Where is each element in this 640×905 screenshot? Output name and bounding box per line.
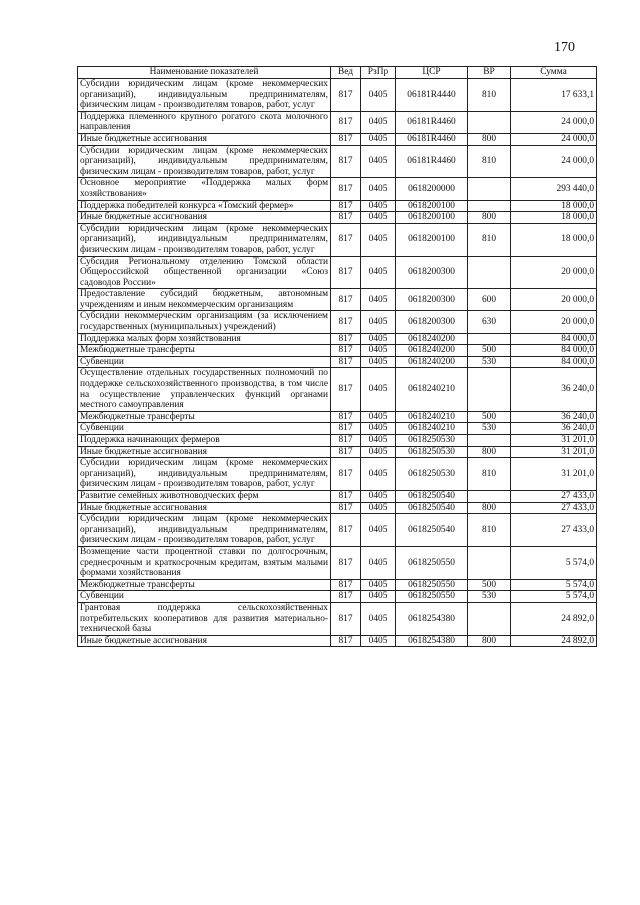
row-csr-cell: 06181R4460 — [396, 145, 468, 178]
row-ved-cell: 817 — [331, 345, 361, 357]
table-row — [78, 111, 597, 133]
table-row — [78, 223, 597, 256]
row-name-cell: Поддержка победителей конкурса «Томский фермер» — [78, 200, 331, 212]
row-rzpr-cell: 0405 — [361, 212, 396, 224]
row-ved-cell: 817 — [331, 111, 361, 133]
row-ved-cell: 817 — [331, 333, 361, 345]
row-name-cell: Субсидия Региональному отделению Томской области Общероссийской общественной организации «Союз садоводов России» — [78, 256, 331, 289]
row-sum-cell: 24 892,0 — [511, 602, 597, 635]
row-name-cell: Межбюджетные трансферты — [78, 345, 331, 357]
row-csr-cell: 0618254380 — [396, 635, 468, 647]
row-name-cell: Субсидии юридическим лицам (кроме некоммерческих организаций), индивидуальным предпринимателям, физическим лицам - производителям товаров, работ, услуг — [78, 223, 331, 256]
row-ved-cell: 817 — [331, 591, 361, 603]
table-row — [78, 145, 597, 178]
row-vr-cell: 500 — [468, 411, 511, 423]
row-sum-cell: 24 000,0 — [511, 133, 597, 145]
row-ved-cell: 817 — [331, 368, 361, 411]
table-row — [78, 256, 597, 289]
row-csr-cell: 0618200100 — [396, 223, 468, 256]
row-ved-cell: 817 — [331, 200, 361, 212]
row-name-cell: Предоставление субсидий бюджетным, автономным учреждениям и иным некоммерческим организациям — [78, 289, 331, 311]
row-rzpr-cell: 0405 — [361, 356, 396, 368]
row-rzpr-cell: 0405 — [361, 79, 396, 112]
table-row — [78, 579, 597, 591]
row-csr-cell: 0618250540 — [396, 490, 468, 502]
table-row — [78, 289, 597, 311]
header-sum: Сумма — [511, 67, 597, 79]
row-ved-cell: 817 — [331, 289, 361, 311]
row-sum-cell: 27 433,0 — [511, 502, 597, 514]
row-csr-cell: 0618240210 — [396, 368, 468, 411]
row-name-cell: Субсидии юридическим лицам (кроме некоммерческих организаций), индивидуальным предпринимателям, физическим лицам - производителям товаров, работ, услуг — [78, 514, 331, 547]
row-csr-cell: 0618254380 — [396, 602, 468, 635]
table-row — [78, 411, 597, 423]
row-name-cell: Иные бюджетные ассигнования — [78, 133, 331, 145]
table-row — [78, 133, 597, 145]
row-rzpr-cell: 0405 — [361, 591, 396, 603]
row-rzpr-cell: 0405 — [361, 514, 396, 547]
row-csr-cell: 0618240200 — [396, 356, 468, 368]
row-sum-cell: 36 240,0 — [511, 368, 597, 411]
row-csr-cell: 0618200300 — [396, 289, 468, 311]
row-csr-cell: 0618200300 — [396, 256, 468, 289]
row-name-cell: Возмещение части процентной ставки по долгосрочным, среднесрочным и краткосрочным кредитам, взятым малыми формами хозяйствования — [78, 546, 331, 579]
row-sum-cell: 27 433,0 — [511, 490, 597, 502]
row-vr-cell: 800 — [468, 635, 511, 647]
row-vr-cell: 800 — [468, 446, 511, 458]
table-row — [78, 602, 597, 635]
row-vr-cell: 600 — [468, 289, 511, 311]
row-sum-cell: 20 000,0 — [511, 289, 597, 311]
row-vr-cell — [468, 435, 511, 447]
row-vr-cell — [468, 490, 511, 502]
row-name-cell: Развитие семейных животноводческих ферм — [78, 490, 331, 502]
row-name-cell: Грантовая поддержка сельскохозяйственных потребительских кооперативов для развития материально-технической базы — [78, 602, 331, 635]
table-row — [78, 356, 597, 368]
row-vr-cell: 530 — [468, 356, 511, 368]
row-vr-cell: 800 — [468, 212, 511, 224]
row-ved-cell: 817 — [331, 579, 361, 591]
row-vr-cell — [468, 178, 511, 200]
table-row — [78, 200, 597, 212]
row-name-cell: Субсидии юридическим лицам (кроме некоммерческих организаций), индивидуальным предпринимателям, физическим лицам - производителям товаров, работ, услуг — [78, 79, 331, 112]
row-vr-cell: 810 — [468, 458, 511, 491]
row-sum-cell: 84 000,0 — [511, 345, 597, 357]
row-rzpr-cell: 0405 — [361, 200, 396, 212]
row-vr-cell: 800 — [468, 502, 511, 514]
row-ved-cell: 817 — [331, 145, 361, 178]
row-rzpr-cell: 0405 — [361, 145, 396, 178]
row-rzpr-cell: 0405 — [361, 333, 396, 345]
row-vr-cell: 810 — [468, 79, 511, 112]
row-ved-cell: 817 — [331, 635, 361, 647]
row-name-cell: Субсидии юридическим лицам (кроме некоммерческих организаций), индивидуальным предпринимателям, физическим лицам - производителям товаров, работ, услуг — [78, 458, 331, 491]
row-name-cell: Поддержка малых форм хозяйствования — [78, 333, 331, 345]
budget-table — [77, 66, 597, 647]
row-ved-cell: 817 — [331, 514, 361, 547]
row-ved-cell: 817 — [331, 178, 361, 200]
row-ved-cell: 817 — [331, 79, 361, 112]
row-name-cell: Иные бюджетные ассигнования — [78, 502, 331, 514]
row-csr-cell: 0618200100 — [396, 200, 468, 212]
row-vr-cell — [468, 368, 511, 411]
row-name-cell: Поддержка племенного крупного рогатого скота молочного направления — [78, 111, 331, 133]
table-row — [78, 502, 597, 514]
row-sum-cell: 18 000,0 — [511, 212, 597, 224]
row-csr-cell: 0618250550 — [396, 579, 468, 591]
row-ved-cell: 817 — [331, 356, 361, 368]
row-name-cell: Осуществление отдельных государственных полномочий по поддержке сельскохозяйственного производства, в том числе на осуществление управленческих функций органами местного самоуправления — [78, 368, 331, 411]
page-number: 170 — [554, 40, 575, 55]
row-vr-cell — [468, 111, 511, 133]
header-vr: ВР — [468, 67, 511, 79]
row-sum-cell: 84 000,0 — [511, 333, 597, 345]
row-name-cell: Субвенции — [78, 423, 331, 435]
header-rzpr: РзПр — [361, 67, 396, 79]
row-sum-cell: 20 000,0 — [511, 256, 597, 289]
row-sum-cell: 18 000,0 — [511, 200, 597, 212]
row-csr-cell: 0618250550 — [396, 591, 468, 603]
row-rzpr-cell: 0405 — [361, 423, 396, 435]
row-name-cell: Межбюджетные трансферты — [78, 411, 331, 423]
table-row — [78, 435, 597, 447]
row-ved-cell: 817 — [331, 133, 361, 145]
row-sum-cell: 5 574,0 — [511, 591, 597, 603]
table-row — [78, 458, 597, 491]
row-ved-cell: 817 — [331, 411, 361, 423]
row-csr-cell: 0618250550 — [396, 546, 468, 579]
row-sum-cell: 5 574,0 — [511, 546, 597, 579]
row-vr-cell: 500 — [468, 345, 511, 357]
row-vr-cell: 810 — [468, 514, 511, 547]
row-sum-cell: 17 633,1 — [511, 79, 597, 112]
row-rzpr-cell: 0405 — [361, 411, 396, 423]
row-name-cell: Иные бюджетные ассигнования — [78, 635, 331, 647]
row-name-cell: Иные бюджетные ассигнования — [78, 212, 331, 224]
table-row — [78, 423, 597, 435]
row-ved-cell: 817 — [331, 311, 361, 333]
row-name-cell: Основное мероприятие «Поддержка малых форм хозяйствования» — [78, 178, 331, 200]
row-vr-cell — [468, 546, 511, 579]
row-ved-cell: 817 — [331, 435, 361, 447]
row-csr-cell: 0618200300 — [396, 311, 468, 333]
row-ved-cell: 817 — [331, 256, 361, 289]
row-sum-cell: 31 201,0 — [511, 446, 597, 458]
table-row — [78, 368, 597, 411]
table-row — [78, 514, 597, 547]
table-row — [78, 446, 597, 458]
row-rzpr-cell: 0405 — [361, 490, 396, 502]
table-header-row — [78, 67, 597, 79]
table-body — [78, 79, 597, 647]
row-csr-cell: 0618240200 — [396, 333, 468, 345]
row-csr-cell: 0618200000 — [396, 178, 468, 200]
row-sum-cell: 24 000,0 — [511, 145, 597, 178]
row-ved-cell: 817 — [331, 223, 361, 256]
row-rzpr-cell: 0405 — [361, 502, 396, 514]
table-row — [78, 591, 597, 603]
row-vr-cell: 530 — [468, 423, 511, 435]
row-csr-cell: 0618240210 — [396, 411, 468, 423]
row-rzpr-cell: 0405 — [361, 289, 396, 311]
header-csr: ЦСР — [396, 67, 468, 79]
row-csr-cell: 0618240210 — [396, 423, 468, 435]
row-sum-cell: 36 240,0 — [511, 423, 597, 435]
table-row — [78, 311, 597, 333]
table-row — [78, 79, 597, 112]
row-csr-cell: 06181R4440 — [396, 79, 468, 112]
table-row — [78, 212, 597, 224]
row-vr-cell: 530 — [468, 591, 511, 603]
row-name-cell: Субсидии юридическим лицам (кроме некоммерческих организаций), индивидуальным предпринимателям, физическим лицам - производителям товаров, работ, услуг — [78, 145, 331, 178]
row-sum-cell: 20 000,0 — [511, 311, 597, 333]
row-rzpr-cell: 0405 — [361, 435, 396, 447]
table-row — [78, 333, 597, 345]
row-rzpr-cell: 0405 — [361, 446, 396, 458]
row-csr-cell: 0618250540 — [396, 502, 468, 514]
row-rzpr-cell: 0405 — [361, 345, 396, 357]
table-row — [78, 345, 597, 357]
row-sum-cell: 31 201,0 — [511, 458, 597, 491]
row-rzpr-cell: 0405 — [361, 111, 396, 133]
row-sum-cell: 293 440,0 — [511, 178, 597, 200]
table-row — [78, 546, 597, 579]
row-vr-cell: 500 — [468, 579, 511, 591]
row-rzpr-cell: 0405 — [361, 133, 396, 145]
table-row — [78, 635, 597, 647]
row-rzpr-cell: 0405 — [361, 311, 396, 333]
row-csr-cell: 06181R4460 — [396, 111, 468, 133]
row-vr-cell — [468, 333, 511, 345]
row-name-cell: Межбюджетные трансферты — [78, 579, 331, 591]
row-rzpr-cell: 0405 — [361, 635, 396, 647]
table-row — [78, 490, 597, 502]
header-ved: Вед — [331, 67, 361, 79]
row-ved-cell: 817 — [331, 546, 361, 579]
row-csr-cell: 0618250530 — [396, 458, 468, 491]
row-vr-cell — [468, 200, 511, 212]
row-csr-cell: 0618250530 — [396, 446, 468, 458]
row-csr-cell: 06181R4460 — [396, 133, 468, 145]
row-ved-cell: 817 — [331, 423, 361, 435]
row-sum-cell: 24 892,0 — [511, 635, 597, 647]
row-ved-cell: 817 — [331, 212, 361, 224]
row-sum-cell: 36 240,0 — [511, 411, 597, 423]
row-rzpr-cell: 0405 — [361, 458, 396, 491]
row-csr-cell: 0618250540 — [396, 514, 468, 547]
row-vr-cell: 810 — [468, 223, 511, 256]
row-rzpr-cell: 0405 — [361, 178, 396, 200]
row-rzpr-cell: 0405 — [361, 602, 396, 635]
row-vr-cell: 630 — [468, 311, 511, 333]
row-sum-cell: 24 000,0 — [511, 111, 597, 133]
row-rzpr-cell: 0405 — [361, 579, 396, 591]
row-sum-cell: 18 000,0 — [511, 223, 597, 256]
row-rzpr-cell: 0405 — [361, 223, 396, 256]
row-ved-cell: 817 — [331, 458, 361, 491]
row-ved-cell: 817 — [331, 502, 361, 514]
row-sum-cell: 84 000,0 — [511, 356, 597, 368]
row-vr-cell — [468, 602, 511, 635]
row-ved-cell: 817 — [331, 490, 361, 502]
table-row — [78, 178, 597, 200]
row-sum-cell: 31 201,0 — [511, 435, 597, 447]
header-name: Наименование показателей — [78, 67, 331, 79]
row-csr-cell: 0618200100 — [396, 212, 468, 224]
row-vr-cell: 800 — [468, 133, 511, 145]
row-sum-cell: 27 433,0 — [511, 514, 597, 547]
row-name-cell: Субвенции — [78, 591, 331, 603]
row-rzpr-cell: 0405 — [361, 546, 396, 579]
row-csr-cell: 0618240200 — [396, 345, 468, 357]
row-ved-cell: 817 — [331, 602, 361, 635]
row-name-cell: Иные бюджетные ассигнования — [78, 446, 331, 458]
row-rzpr-cell: 0405 — [361, 368, 396, 411]
row-csr-cell: 0618250530 — [396, 435, 468, 447]
row-name-cell: Субвенции — [78, 356, 331, 368]
row-name-cell: Субсидии некоммерческим организациям (за исключением государственных (муниципальных) учреждений) — [78, 311, 331, 333]
row-name-cell: Поддержка начинающих фермеров — [78, 435, 331, 447]
row-ved-cell: 817 — [331, 446, 361, 458]
row-vr-cell — [468, 256, 511, 289]
row-vr-cell: 810 — [468, 145, 511, 178]
row-sum-cell: 5 574,0 — [511, 579, 597, 591]
row-rzpr-cell: 0405 — [361, 256, 396, 289]
